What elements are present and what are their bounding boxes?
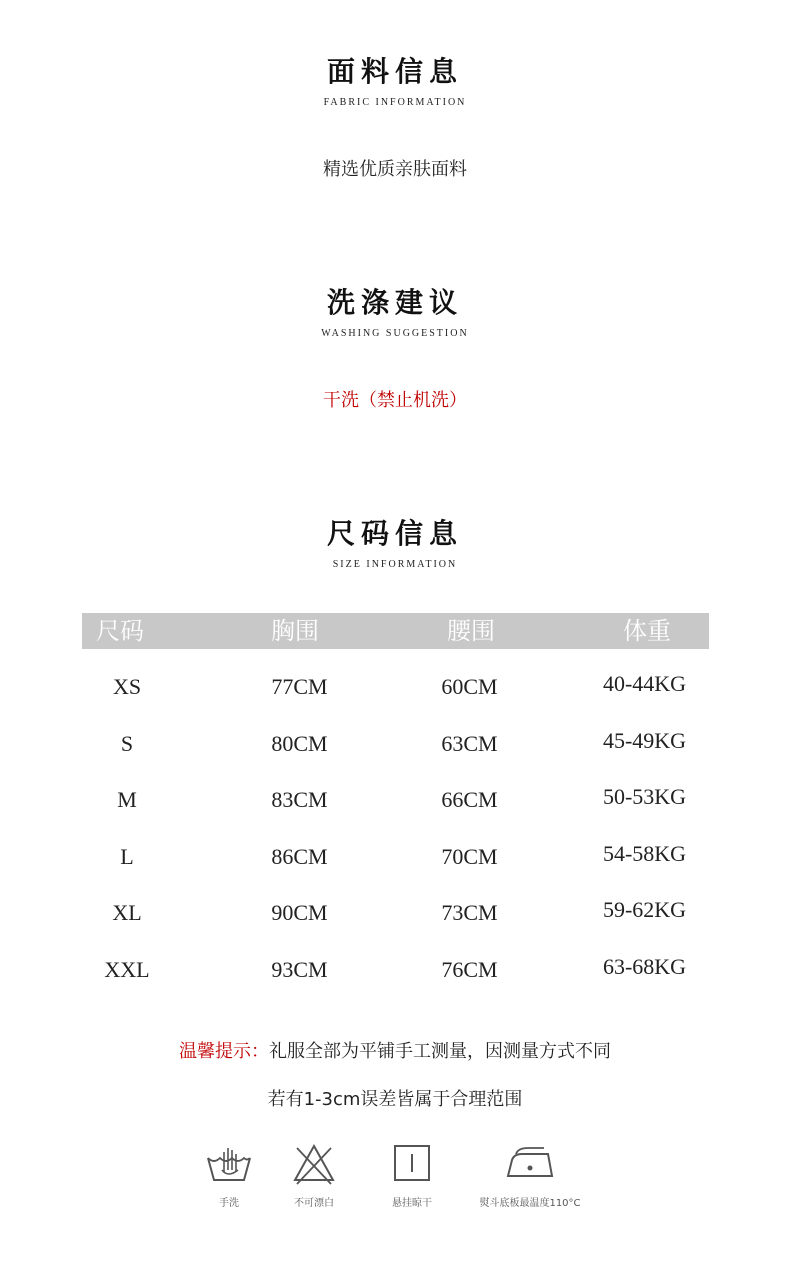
- note-line-2: 若有1-3cm误差皆属于合理范围: [267, 1089, 523, 1110]
- cell-size: S: [120, 731, 134, 756]
- header-chest: 胸围: [271, 617, 319, 645]
- note-label: 温馨提示：: [179, 1041, 269, 1062]
- cell-weight: 50-53KG: [602, 784, 687, 809]
- fabric-subtitle: FABRIC INFORMATION: [323, 97, 467, 108]
- header-waist: 腰围: [447, 617, 495, 645]
- cell-waist: 73CM: [441, 900, 498, 925]
- cell-weight: 40-44KG: [602, 671, 687, 696]
- cell-chest: 77CM: [271, 674, 328, 699]
- fabric-title: 面料信息: [326, 55, 463, 88]
- fabric-text: 精选优质亲肤面料: [323, 159, 467, 180]
- cell-weight: 45-49KG: [602, 728, 687, 753]
- cell-size: M: [117, 787, 137, 812]
- washing-text: 干洗（禁止机洗）: [323, 390, 467, 411]
- header-size: 尺码: [96, 617, 144, 645]
- care-label-hang-dry: 悬挂晾干: [392, 1198, 432, 1209]
- washing-subtitle: WASHING SUGGESTION: [321, 328, 469, 339]
- cell-waist: 76CM: [441, 957, 498, 982]
- cell-weight: 54-58KG: [602, 841, 687, 866]
- cell-weight: 59-62KG: [602, 897, 687, 922]
- cell-waist: 60CM: [441, 674, 498, 699]
- no-bleach-icon: [289, 1140, 339, 1186]
- iron-icon: [500, 1140, 560, 1186]
- size-subtitle: SIZE INFORMATION: [332, 559, 458, 570]
- cell-size: XL: [112, 900, 142, 925]
- cell-waist: 63CM: [441, 731, 498, 756]
- note-text-1: 礼服全部为平铺手工测量，因测量方式不同: [269, 1041, 611, 1062]
- size-title: 尺码信息: [326, 517, 463, 550]
- table-row: [82, 780, 709, 820]
- care-hang-dry: [352, 1140, 472, 1220]
- table-row: [82, 837, 709, 877]
- care-iron: [470, 1140, 590, 1220]
- care-label-hand-wash: 手洗: [219, 1198, 239, 1209]
- hand-wash-icon: [204, 1140, 254, 1186]
- table-row: [82, 950, 709, 990]
- cell-chest: 83CM: [271, 787, 328, 812]
- cell-size: XS: [112, 674, 142, 699]
- cell-chest: 80CM: [271, 731, 328, 756]
- header-weight: 体重: [623, 617, 671, 645]
- hang-dry-icon: [387, 1140, 437, 1186]
- cell-chest: 93CM: [271, 957, 328, 982]
- cell-waist: 70CM: [441, 844, 498, 869]
- table-row: [82, 724, 709, 764]
- cell-size: XXL: [104, 957, 150, 982]
- table-row: [82, 667, 709, 707]
- washing-title: 洗涤建议: [326, 286, 463, 319]
- cell-waist: 66CM: [441, 787, 498, 812]
- note-line-1: [0, 1037, 790, 1063]
- care-label-iron: 熨斗底板最温度110°C: [479, 1198, 581, 1209]
- cell-weight: 63-68KG: [602, 954, 687, 979]
- size-table-header: [82, 613, 709, 649]
- care-label-no-bleach: 不可漂白: [294, 1198, 334, 1209]
- cell-chest: 90CM: [271, 900, 328, 925]
- cell-chest: 86CM: [271, 844, 328, 869]
- cell-size: L: [120, 844, 134, 869]
- table-row: [82, 893, 709, 933]
